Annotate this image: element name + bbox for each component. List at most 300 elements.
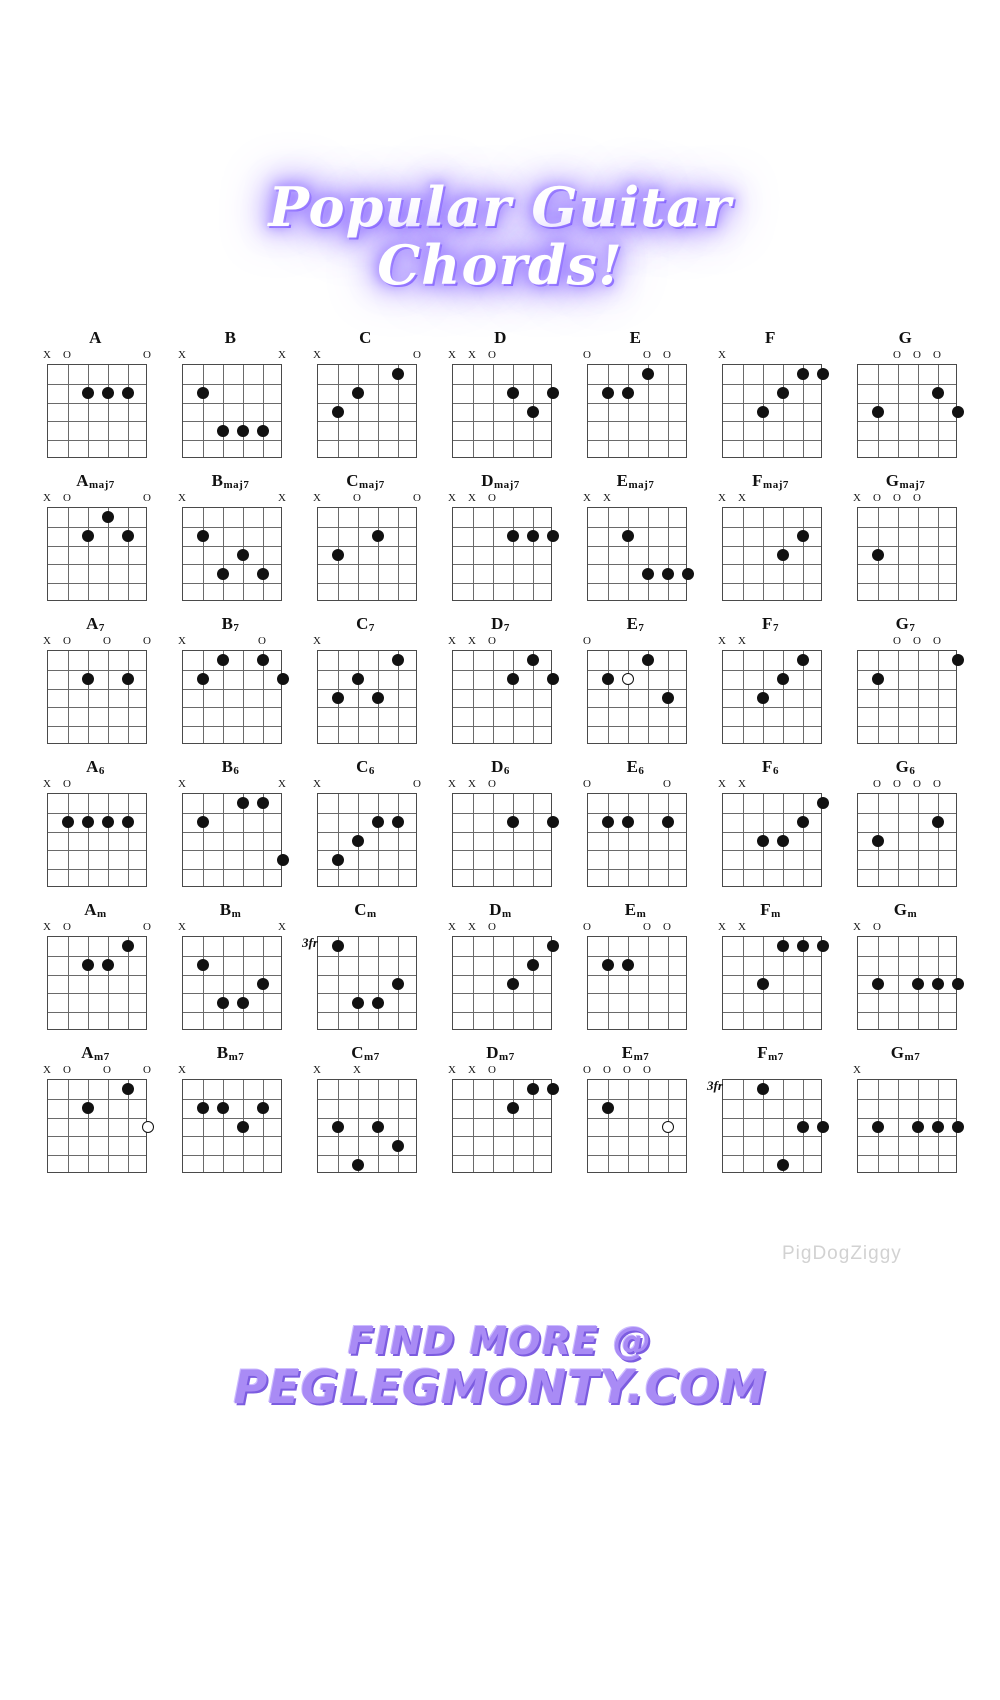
fret-line <box>183 707 281 708</box>
string-line <box>898 651 899 743</box>
muted-string-marker: X <box>178 349 186 361</box>
open-string-marker: O <box>913 635 921 647</box>
fret-line <box>858 832 956 833</box>
finger-dot <box>777 1159 789 1171</box>
fret-line <box>588 1155 686 1156</box>
finger-dot <box>642 368 654 380</box>
chord-name-suffix: maj7 <box>358 479 385 491</box>
chord-diagram <box>163 328 298 471</box>
fret-line <box>858 707 956 708</box>
finger-dot <box>352 387 364 399</box>
open-string-marker: O <box>933 778 941 790</box>
finger-dot <box>757 406 769 418</box>
fret-line <box>588 993 686 994</box>
string-markers <box>448 1064 552 1076</box>
finger-dot <box>527 530 539 542</box>
fret-line <box>453 956 551 957</box>
finger-dot <box>197 673 209 685</box>
chord-name: $D_{maj7}$ <box>481 471 520 491</box>
muted-string-marker: X <box>448 349 456 361</box>
muted-string-marker: X <box>738 921 746 933</box>
finger-dot <box>777 673 789 685</box>
chord-diagram <box>28 471 163 614</box>
finger-dot <box>197 959 209 971</box>
finger-dot <box>237 997 249 1009</box>
fret-line <box>318 440 416 441</box>
string-line <box>763 508 764 600</box>
chord-diagram <box>568 757 703 900</box>
fret-line <box>453 403 551 404</box>
fret-line <box>723 813 821 814</box>
string-markers <box>857 635 957 647</box>
chord-name: $G_m$ <box>893 900 918 920</box>
chord-diagram <box>703 1043 838 1186</box>
finger-dot <box>952 1121 964 1133</box>
fretboard <box>857 793 957 887</box>
finger-dot <box>507 1102 519 1114</box>
finger-dot <box>622 530 634 542</box>
string-line <box>263 1080 264 1172</box>
fret-line <box>453 975 551 976</box>
string-line <box>918 365 919 457</box>
string-line <box>608 937 609 1029</box>
finger-dot <box>392 1140 404 1152</box>
fret-line <box>48 384 146 385</box>
fret-line <box>183 813 281 814</box>
string-line <box>88 365 89 457</box>
fret-line <box>588 421 686 422</box>
finger-dot <box>912 1121 924 1133</box>
string-line <box>203 794 204 886</box>
string-line <box>783 365 784 457</box>
muted-string-marker: X <box>853 921 861 933</box>
muted-string-marker: X <box>43 921 51 933</box>
chord-name: $E_6$ <box>626 757 645 777</box>
string-markers <box>43 492 151 504</box>
string-line <box>648 937 649 1029</box>
finger-dot <box>622 387 634 399</box>
string-markers <box>43 635 151 647</box>
fret-line <box>183 832 281 833</box>
string-line <box>513 651 514 743</box>
fret-line <box>183 1155 281 1156</box>
finger-dot <box>82 1102 94 1114</box>
finger-dot <box>757 1083 769 1095</box>
string-line <box>88 508 89 600</box>
fret-line <box>183 850 281 851</box>
finger-dot <box>372 530 384 542</box>
finger-dot <box>122 940 134 952</box>
fret-line <box>183 546 281 547</box>
chord-diagram <box>298 614 433 757</box>
muted-string-marker: X <box>43 492 51 504</box>
fretboard <box>722 793 822 887</box>
string-markers <box>178 921 286 933</box>
chord-diagram <box>838 900 973 1043</box>
chord-name: $A_{m7}$ <box>81 1043 110 1063</box>
fret-line <box>183 956 281 957</box>
string-markers <box>853 921 957 933</box>
fret-line <box>588 403 686 404</box>
muted-string-marker: X <box>278 921 286 933</box>
finger-dot <box>237 797 249 809</box>
finger-dot <box>507 387 519 399</box>
fret-line <box>723 869 821 870</box>
fret-line <box>588 1012 686 1013</box>
string-markers <box>448 921 552 933</box>
string-markers <box>448 492 552 504</box>
finger-dot <box>527 1083 539 1095</box>
string-line <box>803 794 804 886</box>
chord-name-suffix: 6 <box>233 765 240 777</box>
muted-string-marker: X <box>43 778 51 790</box>
optional-finger-dot <box>142 1121 154 1133</box>
string-line <box>918 794 919 886</box>
fret-line <box>48 421 146 422</box>
fret-line <box>858 975 956 976</box>
fret-line <box>318 726 416 727</box>
chord-diagram <box>703 614 838 757</box>
chord-diagram <box>838 1043 973 1186</box>
finger-dot <box>797 1121 809 1133</box>
fret-line <box>858 956 956 957</box>
fret-line <box>318 707 416 708</box>
fret-line <box>588 546 686 547</box>
fret-line <box>723 993 821 994</box>
finger-dot <box>257 978 269 990</box>
open-string-marker: O <box>583 921 591 933</box>
fretboard <box>182 1079 282 1173</box>
fret-line <box>48 689 146 690</box>
fret-line <box>453 707 551 708</box>
finger-dot <box>372 1121 384 1133</box>
finger-dot <box>392 816 404 828</box>
fret-line <box>588 1118 686 1119</box>
string-line <box>668 508 669 600</box>
finger-dot <box>352 997 364 1009</box>
open-string-marker: O <box>63 778 71 790</box>
finger-dot <box>602 387 614 399</box>
string-line <box>668 365 669 457</box>
finger-dot <box>392 654 404 666</box>
finger-dot <box>932 387 944 399</box>
fret-line <box>318 813 416 814</box>
string-line <box>223 508 224 600</box>
chord-name-suffix: 7 <box>772 622 779 634</box>
fretboard <box>452 793 552 887</box>
muted-string-marker: X <box>448 492 456 504</box>
string-line <box>473 794 474 886</box>
finger-dot <box>642 654 654 666</box>
finger-dot <box>122 387 134 399</box>
fret-line <box>858 440 956 441</box>
fret-line <box>723 527 821 528</box>
string-line <box>68 794 69 886</box>
fret-line <box>318 832 416 833</box>
fret-line <box>48 1136 146 1137</box>
muted-string-marker: X <box>178 492 186 504</box>
open-string-marker: O <box>583 635 591 647</box>
open-string-marker: O <box>623 1064 631 1076</box>
fretboard <box>857 1079 957 1173</box>
open-string-marker: O <box>663 778 671 790</box>
fret-line <box>183 1012 281 1013</box>
chord-name: $D_m$ <box>489 900 512 920</box>
finger-dot <box>642 568 654 580</box>
fret-line <box>858 689 956 690</box>
string-line <box>513 508 514 600</box>
string-line <box>898 937 899 1029</box>
string-markers <box>718 921 822 933</box>
fret-line <box>318 1099 416 1100</box>
finger-dot <box>682 568 694 580</box>
chord-name-suffix: m7 <box>633 1051 650 1063</box>
chord-diagram <box>28 1043 163 1186</box>
chord-name: $F_{maj7}$ <box>752 471 789 491</box>
chord-name: $G_{maj7}$ <box>885 471 926 491</box>
finger-dot <box>217 997 229 1009</box>
finger-dot <box>102 511 114 523</box>
fret-line <box>183 689 281 690</box>
string-line <box>68 1080 69 1172</box>
string-markers <box>718 778 822 790</box>
fretboard <box>587 507 687 601</box>
fret-line <box>858 813 956 814</box>
string-line <box>473 651 474 743</box>
fret-line <box>183 993 281 994</box>
string-line <box>358 508 359 600</box>
fret-line <box>48 527 146 528</box>
string-line <box>223 794 224 886</box>
fret-line <box>588 956 686 957</box>
finger-dot <box>197 387 209 399</box>
chord-diagram <box>163 1043 298 1186</box>
fretboard <box>182 507 282 601</box>
fret-line <box>723 421 821 422</box>
string-markers <box>43 921 151 933</box>
string-line <box>608 794 609 886</box>
open-string-marker: O <box>413 492 421 504</box>
fret-line <box>453 1155 551 1156</box>
muted-string-marker: X <box>178 921 186 933</box>
chord-diagram <box>703 328 838 471</box>
open-string-marker: O <box>63 635 71 647</box>
finger-dot <box>257 568 269 580</box>
string-line <box>108 937 109 1029</box>
finger-dot <box>547 387 559 399</box>
finger-dot <box>507 816 519 828</box>
chord-diagram <box>28 757 163 900</box>
chord-name: $C_{maj7}$ <box>346 471 385 491</box>
chord-name-suffix: 6 <box>503 765 510 777</box>
fret-line <box>318 527 416 528</box>
fret-line <box>453 384 551 385</box>
string-markers <box>178 492 286 504</box>
fretboard <box>182 650 282 744</box>
string-markers <box>583 492 687 504</box>
fretboard <box>317 507 417 601</box>
string-line <box>648 508 649 600</box>
fret-line <box>183 1099 281 1100</box>
fret-line <box>318 1118 416 1119</box>
finger-dot <box>602 673 614 685</box>
fret-line <box>183 1118 281 1119</box>
muted-string-marker: X <box>313 349 321 361</box>
optional-finger-dot <box>662 1121 674 1133</box>
fret-line <box>723 832 821 833</box>
chord-diagram <box>433 328 568 471</box>
string-line <box>628 937 629 1029</box>
fret-line <box>723 689 821 690</box>
page-title <box>0 175 1000 297</box>
string-markers <box>718 492 822 504</box>
chord-diagram <box>28 900 163 1043</box>
muted-string-marker: X <box>468 635 476 647</box>
muted-string-marker: X <box>718 921 726 933</box>
chord-diagram <box>298 328 433 471</box>
fret-line <box>318 975 416 976</box>
fret-line <box>453 583 551 584</box>
finger-dot <box>912 978 924 990</box>
finger-dot <box>332 854 344 866</box>
open-string-marker: O <box>488 1064 496 1076</box>
fret-line <box>318 403 416 404</box>
muted-string-marker: X <box>448 778 456 790</box>
string-line <box>223 937 224 1029</box>
chord-name-suffix: m <box>771 908 781 920</box>
fret-line <box>318 564 416 565</box>
finger-dot <box>197 1102 209 1114</box>
string-line <box>243 365 244 457</box>
fret-line <box>453 1099 551 1100</box>
string-line <box>938 508 939 600</box>
fret-line <box>858 564 956 565</box>
string-line <box>243 651 244 743</box>
fret-line <box>723 440 821 441</box>
fret-line <box>858 384 956 385</box>
fretboard <box>47 650 147 744</box>
fret-line <box>723 564 821 565</box>
string-line <box>878 651 879 743</box>
chord-name-suffix: 6 <box>638 765 645 777</box>
open-string-marker: O <box>873 492 881 504</box>
open-string-marker: O <box>413 349 421 361</box>
string-line <box>898 365 899 457</box>
fret-line <box>723 850 821 851</box>
finger-dot <box>237 1121 249 1133</box>
string-line <box>223 365 224 457</box>
open-string-marker: O <box>143 921 151 933</box>
finger-dot <box>237 549 249 561</box>
fretboard <box>452 364 552 458</box>
muted-string-marker: X <box>468 492 476 504</box>
fret-position-label: 3fr <box>707 1078 723 1093</box>
chord-name: $E_7$ <box>626 614 645 634</box>
open-string-marker: O <box>913 349 921 361</box>
chord-diagram <box>703 757 838 900</box>
fret-line <box>48 1155 146 1156</box>
string-line <box>358 651 359 743</box>
fret-line <box>453 527 551 528</box>
chord-name: $A_{maj7}$ <box>76 471 115 491</box>
finger-dot <box>547 530 559 542</box>
fret-line <box>183 403 281 404</box>
string-markers <box>178 635 282 647</box>
finger-dot <box>122 1083 134 1095</box>
open-string-marker: O <box>873 921 881 933</box>
finger-dot <box>872 1121 884 1133</box>
string-line <box>203 937 204 1029</box>
chord-name: $B_m$ <box>219 900 242 920</box>
muted-string-marker: X <box>603 492 611 504</box>
open-string-marker: O <box>663 921 671 933</box>
finger-dot <box>237 425 249 437</box>
string-line <box>918 651 919 743</box>
title-line-1: Popular Guitar <box>268 175 732 239</box>
fret-line <box>588 813 686 814</box>
fret-line <box>723 670 821 671</box>
string-line <box>88 651 89 743</box>
string-markers <box>313 1064 417 1076</box>
chord-name: $E_{m7}$ <box>621 1043 650 1063</box>
fret-line <box>453 832 551 833</box>
fret-line <box>723 403 821 404</box>
chord-name: $B_6$ <box>221 757 240 777</box>
fret-line <box>48 564 146 565</box>
fret-line <box>453 1118 551 1119</box>
muted-string-marker: X <box>738 635 746 647</box>
finger-dot <box>352 673 364 685</box>
fret-line <box>48 670 146 671</box>
finger-dot <box>777 549 789 561</box>
chord-name: $D_{m7}$ <box>486 1043 515 1063</box>
open-string-marker: O <box>933 635 941 647</box>
finger-dot <box>62 816 74 828</box>
finger-dot <box>507 673 519 685</box>
muted-string-marker: X <box>718 492 726 504</box>
string-markers <box>583 1064 687 1076</box>
string-line <box>628 794 629 886</box>
open-string-marker: O <box>103 635 111 647</box>
fret-line <box>48 813 146 814</box>
open-string-marker: O <box>413 778 421 790</box>
string-line <box>378 365 379 457</box>
string-line <box>263 365 264 457</box>
string-line <box>68 508 69 600</box>
muted-string-marker: X <box>468 921 476 933</box>
chord-diagram <box>433 757 568 900</box>
fretboard <box>587 1079 687 1173</box>
string-markers <box>313 778 421 790</box>
finger-dot <box>797 940 809 952</box>
fret-line <box>318 384 416 385</box>
string-line <box>378 794 379 886</box>
fret-line <box>318 583 416 584</box>
finger-dot <box>197 530 209 542</box>
muted-string-marker: X <box>718 635 726 647</box>
fret-line <box>588 583 686 584</box>
string-markers <box>313 492 421 504</box>
finger-dot <box>602 816 614 828</box>
string-line <box>473 508 474 600</box>
open-string-marker: O <box>643 1064 651 1076</box>
fret-line <box>318 1136 416 1137</box>
fret-line <box>858 527 956 528</box>
open-string-marker: O <box>258 635 266 647</box>
chord-diagram <box>568 614 703 757</box>
finger-dot <box>662 816 674 828</box>
finger-dot <box>872 406 884 418</box>
